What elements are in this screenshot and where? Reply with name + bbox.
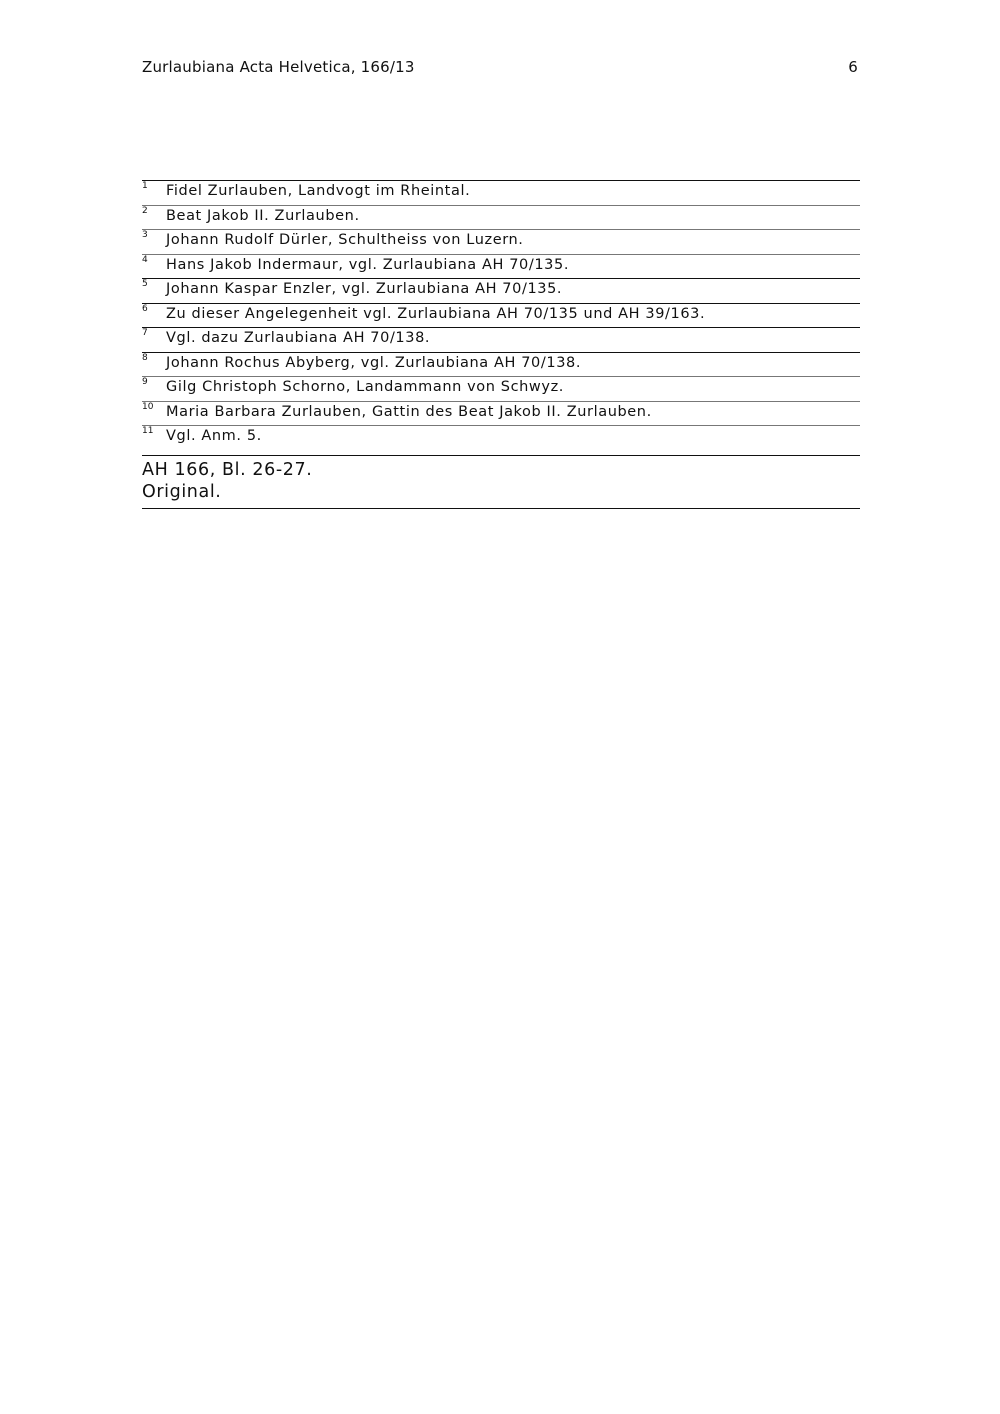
footnote-3 [142,230,860,255]
footnote-text: Hans Jakob Indermaur, vgl. Zurlaubiana AH 70/135. [166,256,570,273]
footnote-4 [142,255,860,280]
footnote-5 [142,279,860,304]
footnote-1 [142,181,860,206]
footnote-text: Zu dieser Angelegenheit vgl. Zurlaubiana AH 70/135 und AH 39/163. [166,305,706,322]
footnote-number: 1 [142,181,148,191]
footnote-text: Vgl. dazu Zurlaubiana AH 70/138. [166,330,431,346]
footnote-text: Johann Rochus Abyberg, vgl. Zurlaubiana AH 70/138. [166,354,582,371]
footnote-7 [142,328,860,353]
footnote-number: 9 [142,377,148,387]
source-type: Original. [142,482,222,502]
footnote-number: 10 [142,401,154,412]
footnote-text: Maria Barbara Zurlauben, Gattin des Beat Jakob II. Zurlauben. [166,403,652,420]
footnote-6 [142,304,860,329]
source-note [142,455,860,509]
footnote-number: 7 [142,328,148,338]
footnote-text: Fidel Zurlauben, Landvogt im Rheintal. [166,183,471,199]
source-reference: AH 166, Bl. 26-27. [142,460,313,480]
footnote-text: Johann Kaspar Enzler, vgl. Zurlaubiana AH 70/135. [166,281,563,297]
running-header [142,58,858,80]
footnote-10 [142,402,860,427]
footnotes-list [142,180,860,450]
footnote-number: 5 [142,279,148,289]
footnote-11 [142,426,860,450]
footnote-2 [142,206,860,231]
footnote-number: 8 [142,352,148,363]
footnote-number: 11 [142,426,154,436]
footnote-number: 6 [142,303,148,314]
header-title: Zurlaubiana Acta Helvetica, 166/13 [142,58,415,76]
footnote-text: Johann Rudolf Dürler, Schultheiss von Luzern. [166,232,524,248]
page-number: 6 [848,58,858,76]
footnote-9 [142,377,860,402]
footnote-text: Gilg Christoph Schorno, Landammann von Schwyz. [166,379,564,395]
footnote-text: Vgl. Anm. 5. [166,428,262,444]
footnote-number: 4 [142,254,148,265]
footnote-text: Beat Jakob II. Zurlauben. [166,207,360,224]
footnote-number: 2 [142,205,148,216]
footnote-number: 3 [142,230,148,240]
footnote-8 [142,353,860,378]
